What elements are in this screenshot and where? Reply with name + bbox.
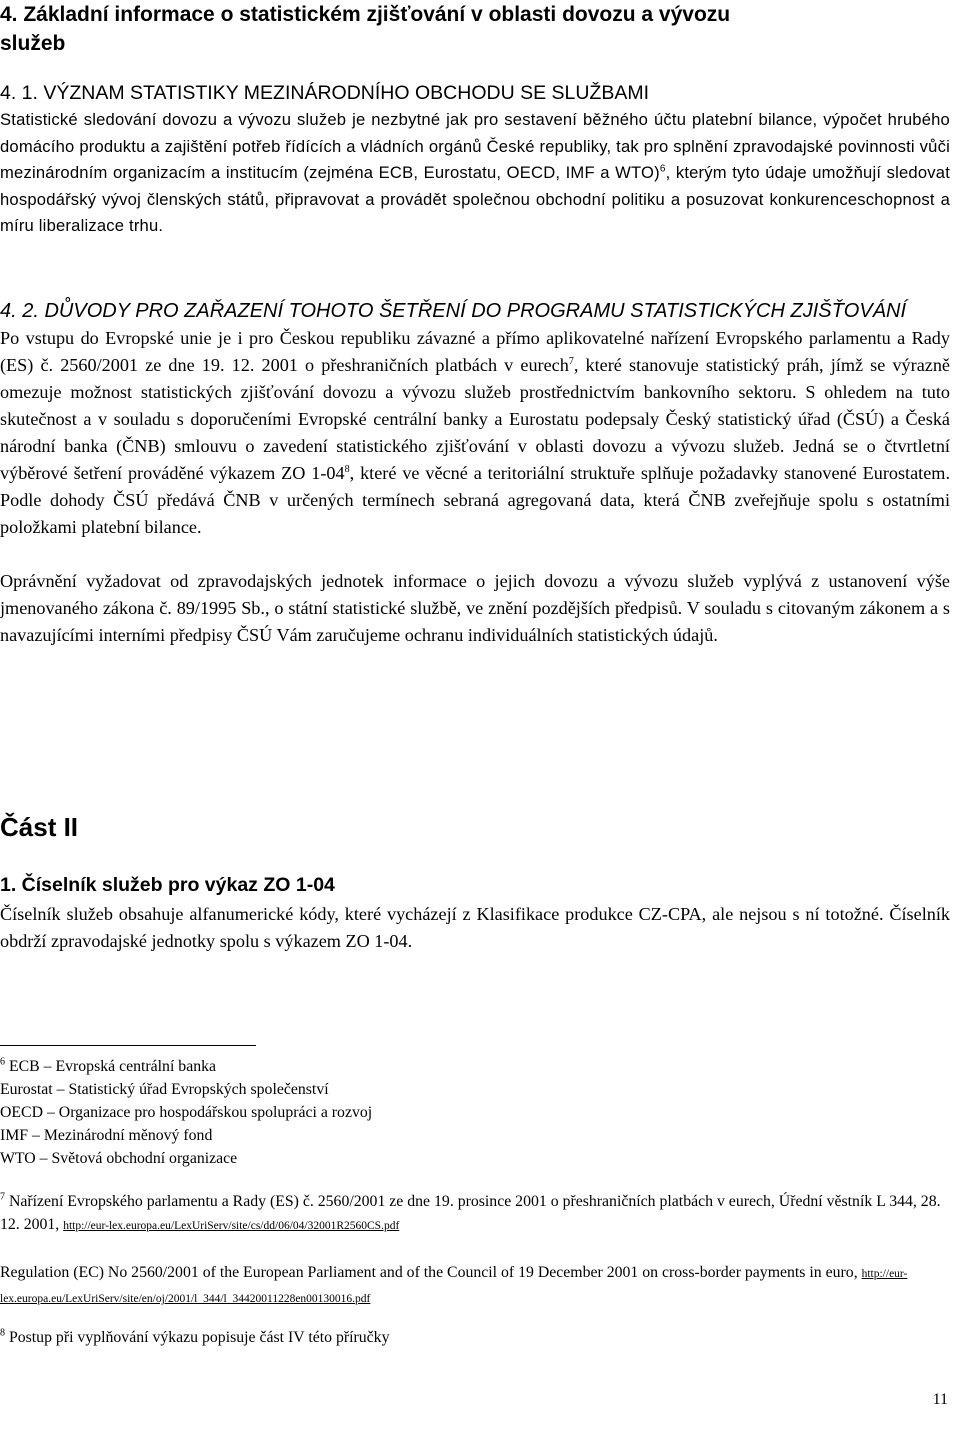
section-4-2-p1-c: , které ve věcné a teritoriální struktuře splňuje požadavky stanovené Eurostatem. Podle dohody ČSÚ předává ČNB v určených termínech sebraná agregovaná data, která ČNB zveřejňuje spolu s ostatními položkami platební bilance. <box>0 463 950 537</box>
chapter-heading-line2: služeb <box>0 32 66 55</box>
chapter-heading-line1: 4. Základní informace o statistickém zjišťování v oblasti dovozu a vývozu <box>0 3 731 26</box>
footnote-7-mark: 7 <box>0 1191 5 1203</box>
footnote-separator <box>0 1045 256 1046</box>
section-4-1-text-a: Statistické sledování dovozu a vývozu služeb je nezbytné jak pro sestavení běžného účtu platební bilance, výpočet hrubého domácího produktu a zajištění potřeb řídících a vládních orgánů České republiky, tak pro splnění zpravodajské povinnosti vůči mezinárodním organizacím a institucím (zejména ECB, Eurostatu, OECD, IMF a WTO) <box>0 110 950 182</box>
section-4-1 <box>0 80 950 240</box>
footnote-7-text-a: Nařízení Evropského parlamentu a Rady (ES) č. 2560/2001 ze dne 19. prosince 2001 o přeshraničních platbách v eurech, Úřední věstník L 344, 28. 12. 2001, <box>0 1193 941 1233</box>
footnote-ref-6[interactable]: 6 <box>659 163 666 175</box>
footnote-7-text-b: Regulation (EC) No 2560/2001 of the European Parliament and of the Council of 19 December 2001 on cross-border payments in euro, <box>0 1264 862 1281</box>
footnote-8-line <box>0 1326 950 1349</box>
page-number: 11 <box>932 1391 948 1408</box>
section-4-1-text-b: , kterým tyto údaje umožňují sledovat hospodářský vývoj členských států, připravovat a provádět společnou obchodní politiku a posuzovat konkurenceschopnost a míru liberalizace trhu. <box>0 163 950 235</box>
footnote-ref-8[interactable]: 8 <box>344 463 350 475</box>
section-4-2-paragraph-1 <box>0 325 950 541</box>
footnote-6-line <box>0 1055 950 1078</box>
footnote-6-line-3: OECD – Organizace pro hospodářskou spolupráci a rozvoj <box>0 1104 373 1121</box>
footnote-6-line-2: Eurostat – Statistický úřad Evropských společenství <box>0 1081 329 1098</box>
section-4-1-title: 4. 1. VÝZNAM STATISTIKY MEZINÁRODNÍHO OBCHODU SE SLUŽBAMI <box>0 82 650 104</box>
codelist-section <box>0 901 950 955</box>
footnote-7-paragraph-1 <box>0 1190 950 1238</box>
footnote-6-mark: 6 <box>0 1056 5 1068</box>
footnote-6-line-4: IMF – Mezinárodní měnový fond <box>0 1127 213 1144</box>
section-4-2-p1-b: , které stanovuje statistický práh, jímž se výrazně omezuje možnost statistických zjišťování dovozu a vývozu služeb prostřednictvím bankovního sektoru. S ohledem na tuto skutečnost a v souladu s doporučeními Evropské centrální banky a Eurostatu podepsaly Český statistický úřad (ČSÚ) a Česká národní banka (ČNB) smlouvu o zavedení statistického zjišťování v oblasti dovozu a vývozu služeb. Jedná se o čtvrtletní výběrové šetření prováděné výkazem ZO 1-04 <box>0 355 950 483</box>
footnote-7-link-en[interactable]: http://eur-lex.europa.eu/LexUriServ/site/en/oj/2001/l_344/l_34420011228en00130016.pdf <box>0 1268 908 1305</box>
chapter-heading <box>0 0 950 58</box>
codelist-text: Číselník služeb obsahuje alfanumerické kódy, které vycházejí z Klasifikace produkce CZ-CPA, ale nejsou s ní totožné. Číselník obdrží zpravodajské jednotky spolu s výkazem ZO 1-04. <box>0 904 950 951</box>
footnote-6 <box>0 1055 950 1170</box>
section-4-2-p1-a: Po vstupu do Evropské unie je i pro Českou republiku závazné a přímo aplikovatelné nařízení Evropského parlamentu a Rady (ES) č. 2560/2001 ze dne 19. 12. 2001 o přeshraničních platbách v eurech <box>0 328 950 375</box>
section-4-2 <box>0 298 950 649</box>
section-4-2-title: 4. 2. DŮVODY PRO ZAŘAZENÍ TOHOTO ŠETŘENÍ DO PROGRAMU STATISTICKÝCH ZJIŠŤOVÁNÍ <box>0 300 907 322</box>
section-4-1-text <box>0 107 950 240</box>
footnote-6-line-5: WTO – Světová obchodní organizace <box>0 1150 238 1167</box>
footnote-8-text: Postup při vyplňování výkazu popisuje část IV této příručky <box>8 1329 390 1346</box>
footnote-8 <box>0 1326 950 1349</box>
footnote-7-paragraph-2 <box>0 1261 950 1311</box>
footnote-8-mark: 8 <box>0 1327 5 1339</box>
part-title: Část II <box>0 812 79 842</box>
codelist-title: 1. Číselník služeb pro výkaz ZO 1-04 <box>0 874 335 896</box>
footnote-ref-7[interactable]: 7 <box>568 355 574 367</box>
footnote-7 <box>0 1190 950 1311</box>
section-4-2-paragraph-2: Oprávnění vyžadovat od zpravodajských jednotek informace o jejich dovozu a vývozu služeb vyplývá z ustanovení výše jmenovaného zákona č. 89/1995 Sb., o státní statistické službě, ve znění pozdějších předpisů. V souladu s citovaným zákonem a s navazujícími interními předpisy ČSÚ Vám zaručujeme ochranu individuálních statistických údajů. <box>0 571 950 645</box>
footnote-7-link-cs[interactable]: http://eur-lex.europa.eu/LexUriServ/site/cs/dd/06/04/32001R2560CS.pdf <box>63 1220 400 1232</box>
footnote-6-line-1: ECB – Evropská centrální banka <box>8 1058 217 1075</box>
